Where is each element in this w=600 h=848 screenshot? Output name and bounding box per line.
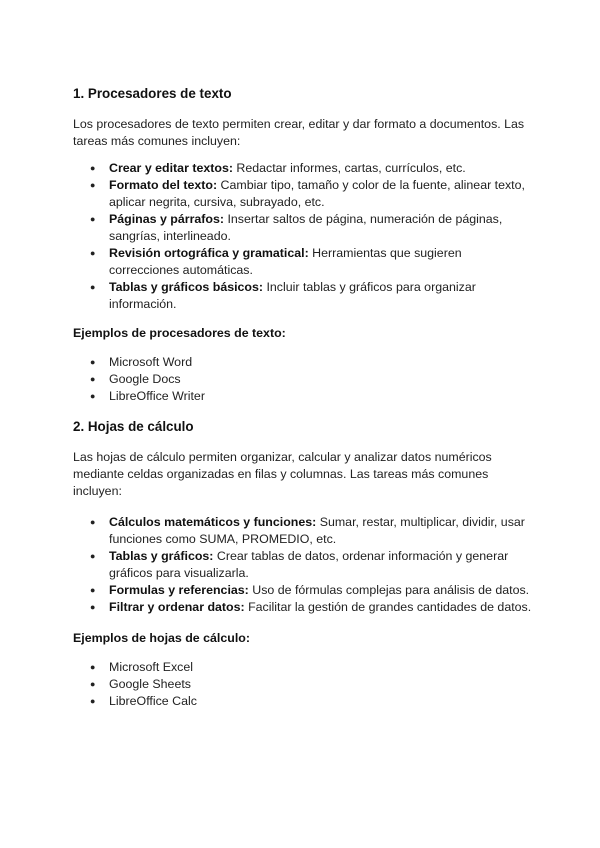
section2-examples-title: Ejemplos de hojas de cálculo: [73, 631, 250, 645]
example-item: LibreOffice Calc [109, 694, 197, 708]
bullet-icon: ● [90, 602, 96, 612]
list-item [73, 160, 533, 177]
bullet-icon: ● [90, 391, 96, 401]
example-item: Microsoft Word [109, 355, 193, 369]
list-item [73, 676, 533, 693]
section1-examples-list [73, 354, 533, 405]
bullet-icon: ● [90, 248, 96, 258]
task-desc: Sumar, restar, multiplicar, dividir, usar funciones como SUMA, PROMEDIO, etc. [109, 515, 525, 546]
bullet-icon: ● [90, 696, 96, 706]
example-item: Google Sheets [109, 677, 191, 691]
task-desc: Incluir tablas y gráficos para organizar información. [109, 280, 476, 311]
task-desc: Insertar saltos de página, numeración de páginas, sangrías, interlineado. [109, 212, 503, 243]
task-term: Páginas y párrafos: [109, 212, 225, 226]
task-desc: Uso de fórmulas complejas para análisis de datos. [248, 583, 530, 597]
list-item [73, 279, 533, 313]
example-item: Google Docs [109, 372, 181, 386]
list-item [73, 693, 533, 710]
list-item [73, 371, 533, 388]
task-term: Tablas y gráficos: [109, 549, 214, 563]
list-item [73, 177, 533, 211]
bullet-icon: ● [90, 585, 96, 595]
bullet-icon: ● [90, 180, 96, 190]
bullet-icon: ● [90, 357, 96, 367]
section1-task-list [73, 160, 533, 313]
task-term: Cálculos matemáticos y funciones: [109, 515, 317, 529]
list-item [73, 548, 533, 582]
task-term: Tablas y gráficos básicos: [109, 280, 264, 294]
section2-task-list [73, 514, 533, 616]
example-item: Microsoft Excel [109, 660, 193, 674]
bullet-icon: ● [90, 374, 96, 384]
bullet-icon: ● [90, 282, 96, 292]
list-item [73, 245, 533, 279]
task-desc: Crear tablas de datos, ordenar información y generar gráficos para visualizarla. [109, 549, 509, 580]
bullet-icon: ● [90, 551, 96, 561]
section2-examples-list [73, 659, 533, 710]
task-desc: Redactar informes, cartas, currículos, etc. [232, 161, 466, 175]
section1-examples-title: Ejemplos de procesadores de texto: [73, 326, 286, 340]
bullet-icon: ● [90, 517, 96, 527]
task-term: Revisión ortográfica y gramatical: [109, 246, 309, 260]
section1-title: 1. Procesadores de texto [73, 86, 232, 101]
list-item [73, 582, 533, 599]
list-item [73, 388, 533, 405]
list-item [73, 211, 533, 245]
bullet-icon: ● [90, 679, 96, 689]
list-item [73, 514, 533, 548]
bullet-icon: ● [90, 163, 96, 173]
task-term: Formulas y referencias: [109, 583, 249, 597]
section1-intro: Los procesadores de texto permiten crear, editar y dar formato a documentos. Las tareas más comunes incluyen: [73, 117, 525, 148]
list-item [73, 659, 533, 676]
task-desc: Facilitar la gestión de grandes cantidades de datos. [244, 600, 532, 614]
bullet-icon: ● [90, 662, 96, 672]
list-item [73, 354, 533, 371]
example-item: LibreOffice Writer [109, 389, 205, 403]
task-desc: Herramientas que sugieren correcciones automáticas. [109, 246, 462, 277]
task-term: Formato del texto: [109, 178, 218, 192]
document-content [73, 84, 533, 710]
task-term: Filtrar y ordenar datos: [109, 600, 245, 614]
list-item [73, 599, 533, 616]
section2-title: 2. Hojas de cálculo [73, 419, 194, 434]
task-term: Crear y editar textos: [109, 161, 233, 175]
task-desc: Cambiar tipo, tamaño y color de la fuente, alinear texto, aplicar negrita, cursiva, subrayado, etc. [109, 178, 525, 209]
section2-intro: Las hojas de cálculo permiten organizar, calcular y analizar datos numéricos mediante celdas organizadas en filas y columnas. Las tareas más comunes incluyen: [73, 450, 492, 498]
bullet-icon: ● [90, 214, 96, 224]
